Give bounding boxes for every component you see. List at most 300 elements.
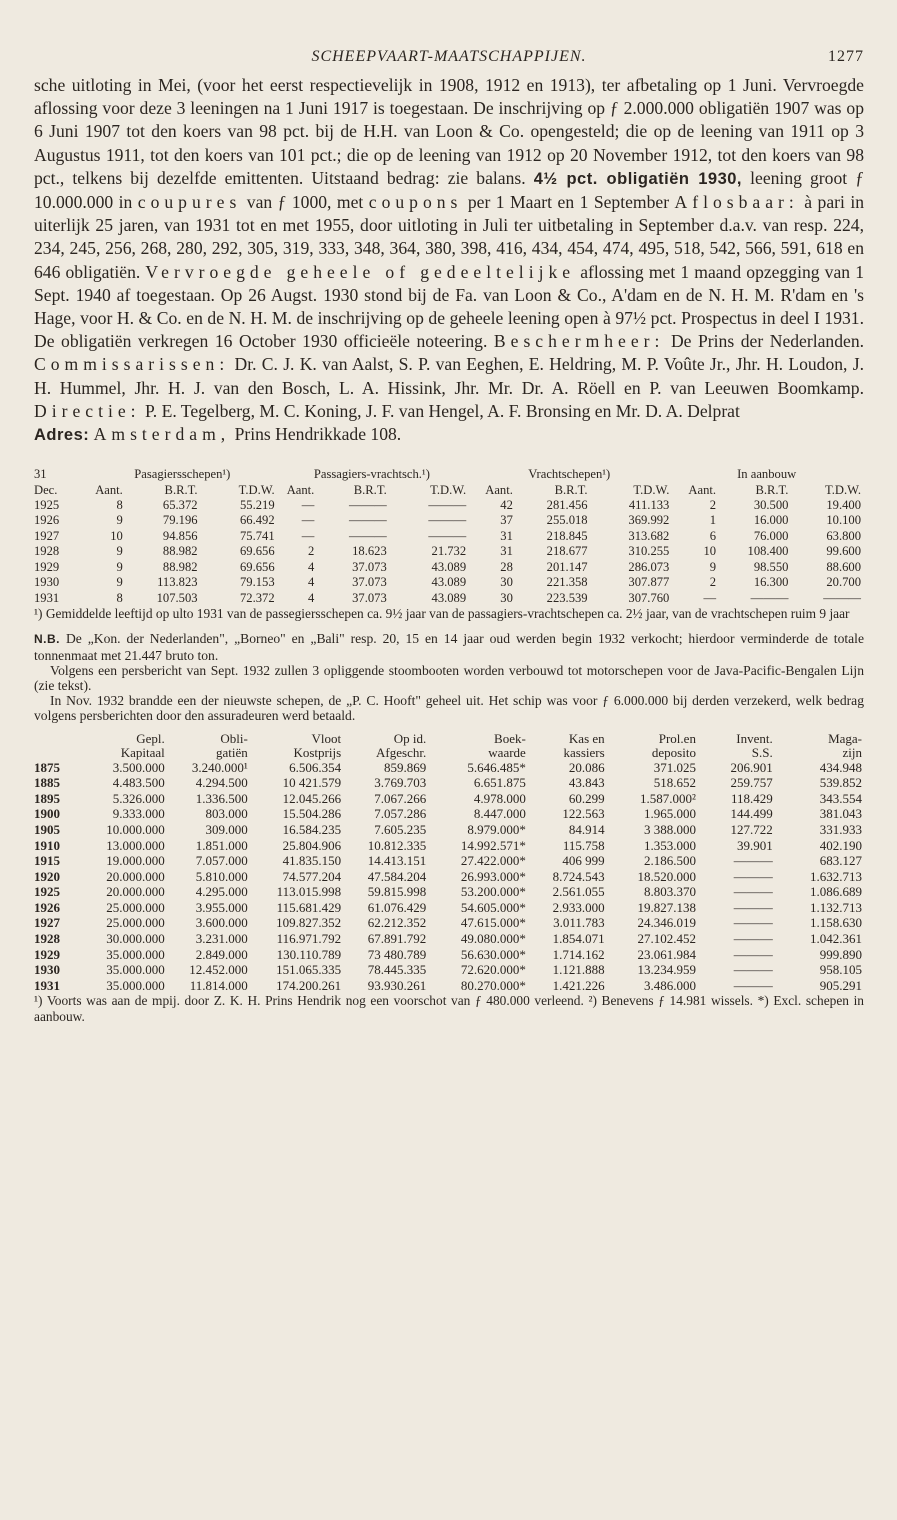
table-cell: 25.804.906 [282, 837, 342, 853]
table-cell: 35.000.000 [106, 977, 165, 993]
fleet-sub-header-cell: Aant. [95, 482, 123, 497]
table-cell: ——— [750, 590, 789, 605]
fleet-sub-header-cell: Aant. [286, 482, 315, 497]
table-cell: 3.769.703 [374, 775, 427, 791]
table-cell: 5.646.485* [467, 759, 526, 775]
table-cell: 27.422.000* [460, 853, 526, 869]
table-cell: 10 421.579 [282, 775, 342, 791]
table-cell: 2.849.000 [195, 946, 248, 962]
nb-para-3: In Nov. 1932 brandde een der nieuwste schepen, de „P. C. Hooft" geheel uit. Het schip was voor ƒ 6.000.000 bij derden verzekerd, welk bedrag volgens persberichten door den assuradeuren werd betaald. [34, 693, 864, 724]
table-cell: 8 [116, 498, 123, 513]
table-row [34, 822, 864, 838]
table-cell: 6 [709, 528, 717, 543]
table-cell: 113.823 [157, 575, 198, 590]
table-cell: 88.982 [162, 544, 198, 559]
table-cell: 21.732 [431, 544, 467, 559]
table-cell: 7.067.266 [374, 790, 427, 806]
table-cell: 2.186.500 [643, 853, 696, 869]
table-cell: 1.336.500 [195, 790, 248, 806]
table-row [34, 884, 864, 900]
fleet-table [34, 467, 864, 606]
table-cell: 18.520.000 [637, 868, 696, 884]
table-cell: 1926 [34, 513, 60, 528]
fleet-group-header-cell: Vrachtschepen¹) [528, 467, 611, 482]
table-cell: 9 [116, 575, 123, 590]
table-cell: 174.200.261 [276, 977, 342, 993]
table-cell: 3.600.000 [195, 915, 248, 931]
table-cell: 2.561.055 [552, 884, 605, 900]
table-cell: 281.456 [546, 498, 588, 513]
table-cell: 115.681.429 [276, 899, 342, 915]
table-cell: 6.506.354 [289, 759, 342, 775]
finance-header-bottom [34, 746, 864, 760]
table-cell: 10.000.000 [106, 821, 165, 837]
table-cell: 6.651.875 [473, 775, 526, 791]
text-leening: leening groot ƒ 10.000.000 in [34, 167, 865, 213]
table-cell: 259.757 [730, 775, 773, 791]
table-cell: 411.133 [628, 498, 670, 513]
finance-header-cell: Boek- [494, 730, 526, 746]
table-cell: 47.584.204 [367, 868, 427, 884]
nb-label: N.B. [34, 632, 60, 647]
table-cell: 7.057.000 [195, 853, 248, 869]
fleet-group-header-cell: Passagiers-vrachtsch.¹) [313, 467, 430, 482]
finance-header-cell: S.S. [751, 744, 773, 760]
table-cell: 107.503 [156, 590, 198, 605]
table-cell: ——— [733, 899, 773, 915]
table-cell: 9 [116, 513, 123, 528]
table-cell: 309.000 [205, 821, 248, 837]
table-cell: 30 [500, 590, 513, 605]
table-cell: 19.400 [826, 498, 861, 513]
label-directie: Directie: [34, 400, 141, 421]
table-row [34, 775, 864, 791]
finance-header-cell: gatiën [216, 744, 248, 760]
text-coupons-prefix: van ƒ 1000, met [246, 192, 364, 213]
table-cell: 1928 [34, 931, 60, 947]
label-commissarissen: Commissarissen: [34, 354, 230, 375]
table-cell: 1.632.713 [810, 868, 862, 884]
table-cell: 88.600 [826, 559, 861, 574]
table-cell: 12.452.000 [189, 962, 248, 978]
fleet-table-body [34, 498, 864, 606]
table-cell: 2.933.000 [552, 899, 605, 915]
table-cell: 5.810.000 [195, 868, 248, 884]
table-cell: 1.965.000 [643, 806, 696, 822]
table-cell: 47.615.000* [460, 915, 526, 931]
table-cell: 1927 [34, 915, 60, 931]
table-cell: 78.445.335 [367, 962, 427, 978]
table-cell: ——— [428, 498, 467, 513]
table-cell: 151.065.335 [276, 962, 342, 978]
table-cell: 18.623 [352, 544, 387, 559]
table-cell: 20.000.000 [106, 868, 165, 884]
fleet-sub-header-cell: T.D.W. [824, 482, 861, 497]
fleet-sub-header-cell: Aant. [485, 482, 513, 497]
table-cell: 116.971.792 [276, 931, 342, 947]
text-inschrijving: aflossing met 1 maand opzegging van 1 Sept. 1940 af toegestaan. Op 26 Augst. 1930 stond bij de Fa. van Loon & Co., A'dam en de N. H. M. R'dam en 's Hage, voor H. & Co. en de N. H. M. de inschrijving op de geheele leening open à 97½ pct. Prospectus in deel I 1931. De obligatiën verkregen 16 October 1930 officieële noteering. [34, 261, 864, 352]
label-beschermheer: Beschermheer: [493, 331, 665, 352]
table-cell: 31 [500, 544, 513, 559]
page [34, 48, 864, 1024]
table-cell: 27.102.452 [637, 931, 696, 947]
table-cell: 10 [110, 528, 123, 543]
table-cell: 76.000 [753, 528, 789, 543]
table-cell: ——— [733, 977, 773, 993]
table-cell: ——— [733, 884, 773, 900]
table-cell: 1930 [34, 962, 60, 978]
table-cell: 93.930.261 [367, 977, 427, 993]
nb-para-1 [34, 631, 864, 662]
table-cell: 1.158.630 [810, 915, 862, 931]
table-cell: 4 [308, 559, 315, 574]
finance-header-top [34, 732, 864, 746]
table-cell: 113.015.998 [276, 884, 342, 900]
text-beschermheer: De Prins der Nederlanden. [670, 331, 865, 352]
table-cell: 56.630.000* [460, 946, 526, 962]
table-cell: 99.600 [826, 544, 861, 559]
table-cell: ——— [348, 498, 387, 513]
table-row [34, 529, 864, 544]
table-cell: 14.992.571* [460, 837, 526, 853]
fleet-sub-header [34, 483, 864, 498]
table-row [34, 544, 864, 559]
para-loting: sche uitloting in Mei, (voor het eerst respectievelijk in 1908, 1912 en 1913), ter afbetaling op 1 Juni. Vervroegde aflossing voor deze 3 leeningen na 1 Juni 1917 is toegestaan. De inschrijving op ƒ 2.000.000 obligatiën 1907 was op 6 Juni 1907 tot den koers van 98 pct. bij de H.H. van Loon & Co. opengesteld; die op de leening van 1911 op 3 Augustus 1911, tot den koers van 101 pct.; die op de leening van 1912 op 20 November 1912, tot den koers van 98 pct., telkens bij dezelfde emittenten. Uitstaand bedrag: zie balans. [34, 75, 864, 188]
finance-header-cell: deposito [651, 744, 696, 760]
table-cell: 65.372 [162, 498, 198, 513]
table-cell: 1931 [34, 977, 60, 993]
table-cell: 1905 [34, 821, 60, 837]
table-cell: 26.993.000* [460, 868, 526, 884]
table-cell: 72.372 [240, 590, 275, 605]
table-cell: 49.080.000* [460, 931, 526, 947]
table-cell: 539.852 [819, 775, 862, 791]
fleet-group-header-cell: In aanbouw [737, 467, 797, 482]
table-cell: 3 388.000 [643, 821, 696, 837]
table-cell: 41.835.150 [282, 853, 342, 869]
table-cell: 307.877 [628, 575, 670, 590]
table-cell: 1925 [34, 884, 60, 900]
table-cell: 223.539 [546, 590, 588, 605]
table-cell: 1885 [34, 775, 60, 791]
table-cell: 10 [703, 544, 717, 559]
table-cell: 69.656 [240, 559, 275, 574]
table-row [34, 947, 864, 963]
table-cell: 8.979.000* [467, 821, 526, 837]
table-cell: 24.346.019 [637, 915, 696, 931]
table-cell: 3.955.000 [195, 899, 248, 915]
table-cell: 13.234.959 [637, 962, 696, 978]
table-cell: 53.200.000* [460, 884, 526, 900]
table-cell: 9 [116, 544, 123, 559]
table-cell: 381.043 [819, 806, 862, 822]
table-cell: 1926 [34, 899, 60, 915]
table-cell: 255.018 [546, 513, 588, 528]
text-aflossing: à pari in uiterlijk 25 jaren, van 1931 tot en met 1955, door uitloting in Juli ter uitbetaling in September d.a.v. van resp. 224, 234, 245, 256, 268, 280, 292, 305, 319, 333, 348, 364, 380, 398, 416, 434, 454, 474, 495, 518, 542, 566, 591, 618 en 646 obligatiën. [34, 192, 865, 282]
fleet-sub-header-cell: B.R.T. [353, 482, 387, 497]
table-cell: 43.089 [431, 559, 467, 574]
table-cell: ——— [733, 931, 773, 947]
table-cell: 218.845 [546, 528, 588, 543]
table-cell: 313.682 [628, 528, 670, 543]
table-row [34, 853, 864, 869]
table-cell: 1925 [34, 498, 60, 513]
table-cell: 4 [308, 590, 315, 605]
table-cell: 14.413.151 [367, 853, 427, 869]
table-cell: 79.196 [162, 513, 198, 528]
table-row [34, 760, 864, 776]
table-cell: 20.086 [568, 759, 605, 775]
label-vervroegde: Vervroegde geheele of gedeeltelijke [145, 261, 576, 282]
table-cell: 1.086.689 [810, 884, 862, 900]
table-cell: 67.891.792 [367, 931, 427, 947]
table-cell: 4.295.000 [195, 884, 248, 900]
table-cell: 1 [709, 513, 717, 528]
fleet-sub-header-cell: T.D.W. [238, 482, 275, 497]
table-cell: 518.652 [653, 775, 696, 791]
table-cell: 859.869 [383, 759, 427, 775]
table-cell: — [301, 528, 315, 543]
finance-header-cell: Maga- [828, 730, 862, 746]
table-cell: 5.326.000 [112, 790, 165, 806]
table-cell: 1915 [34, 853, 60, 869]
table-row [34, 560, 864, 575]
fleet-sub-header-cell: Dec. [34, 482, 58, 497]
table-cell: 369.992 [628, 513, 670, 528]
table-cell: 1931 [34, 590, 60, 605]
table-cell: ——— [823, 590, 861, 605]
table-cell: 9 [709, 559, 717, 574]
table-cell: 74.577.204 [282, 868, 342, 884]
text-directie: P. E. Tegelberg, M. C. Koning, J. F. van Hengel, A. F. Bronsing en Mr. D. A. Delprat [144, 400, 740, 421]
table-cell: 31 [500, 528, 513, 543]
finance-header-cell [34, 732, 82, 746]
table-cell: 35.000.000 [106, 946, 165, 962]
table-cell: 1895 [34, 790, 60, 806]
table-cell: ——— [428, 513, 467, 528]
table-cell: 118.429 [730, 790, 773, 806]
table-cell: ——— [428, 528, 467, 543]
table-cell: 307.760 [628, 590, 670, 605]
table-cell: 434.948 [819, 759, 862, 775]
table-cell: 3.500.000 [112, 759, 165, 775]
finance-header-cell: Obli- [220, 730, 248, 746]
table-cell: 16.000 [753, 513, 789, 528]
table-cell: 43.089 [431, 575, 467, 590]
table-row [34, 513, 864, 528]
text-commissarissen: Dr. C. J. K. van Aalst, S. P. van Eeghen, E. Heldring, M. P. Voûte Jr., Jhr. H. Loudon, J. H. Hummel, Jhr. H. J. van den Bosch, L. A. Hissink, Jhr. Mr. Dr. A. Röell en P. van Leeuwen Boomkamp. [34, 354, 864, 398]
finance-header-cell: Vloot [311, 730, 342, 746]
table-cell: 55.219 [240, 498, 275, 513]
table-cell: 2 [709, 498, 717, 513]
table-cell: 1.121.888 [552, 962, 605, 978]
table-cell: ——— [348, 513, 387, 528]
table-cell: ——— [733, 946, 773, 962]
table-cell: 4.294.500 [195, 775, 248, 791]
table-cell: 144.499 [730, 806, 773, 822]
table-cell: 958.105 [819, 962, 862, 978]
finance-header-cell: Prol.en [658, 730, 696, 746]
table-cell: 54.605.000* [460, 899, 526, 915]
table-cell: 1.353.000 [643, 837, 696, 853]
nb-text-1: De „Kon. der Nederlanden", „Borneo" en „Bali" resp. 20, 15 en 14 jaar oud werden begin 1932 verkocht; hierdoor verminderde de totale tonnenmaat met 21.447 bruto ton. [34, 631, 864, 663]
table-cell: 7.605.235 [374, 821, 427, 837]
table-cell: 11.814.000 [189, 977, 248, 993]
table-cell: 1929 [34, 559, 60, 574]
table-cell: 16.584.235 [282, 821, 342, 837]
table-cell: 127.722 [730, 821, 773, 837]
finance-header-cell: kassiers [563, 744, 605, 760]
table-row [34, 575, 864, 590]
table-cell: 88.982 [162, 559, 198, 574]
table-cell: 30.500 [753, 498, 789, 513]
table-cell: ——— [348, 528, 387, 543]
table-cell: 206.901 [730, 759, 773, 775]
label-adres: Adres: [34, 426, 90, 445]
finance-header-cell: Gepl. [136, 730, 165, 746]
table-row [34, 806, 864, 822]
nb-section [34, 631, 864, 723]
table-cell: 1.421.226 [552, 977, 605, 993]
table-cell: 122.563 [562, 806, 605, 822]
table-row [34, 915, 864, 931]
finance-header-cell: Kapitaal [120, 744, 165, 760]
table-cell: 1.587.000² [640, 790, 696, 806]
text-coupon-dates: per 1 Maart en 1 September [467, 192, 670, 213]
table-cell: 406 999 [562, 853, 605, 869]
table-cell: 1927 [34, 528, 60, 543]
table-cell: 8 [116, 590, 123, 605]
table-cell: 371.025 [653, 759, 696, 775]
table-cell: 3.231.000 [195, 931, 248, 947]
table-cell: 13.000.000 [106, 837, 165, 853]
table-cell: 43.843 [568, 775, 605, 791]
table-cell: 35.000.000 [106, 962, 165, 978]
table-cell: 84.914 [568, 821, 605, 837]
finance-header-cell: waarde [488, 744, 526, 760]
table-cell: 343.554 [819, 790, 862, 806]
table-cell: 130.110.789 [276, 946, 342, 962]
table-row [34, 962, 864, 978]
table-cell: 1.714.162 [552, 946, 605, 962]
table-cell: 66.492 [240, 513, 275, 528]
table-row [34, 931, 864, 947]
table-cell: 30 [500, 575, 513, 590]
table-cell: 4.483.500 [112, 775, 165, 791]
table-cell: 62.212.352 [367, 915, 427, 931]
table-cell: 310.255 [628, 544, 670, 559]
table-cell: 2 [709, 575, 717, 590]
table-cell: — [703, 590, 717, 605]
table-cell: 402.190 [819, 837, 862, 853]
table-cell: 61.076.429 [367, 899, 427, 915]
table-cell: 683.127 [819, 853, 862, 869]
table-cell: 16.300 [753, 575, 789, 590]
table-cell: 3.011.783 [553, 915, 605, 931]
table-cell: 1929 [34, 946, 60, 962]
table-cell: 37 [500, 513, 513, 528]
finance-table-body [34, 760, 864, 994]
table-cell: 108.400 [747, 544, 789, 559]
fleet-sub-header-cell: T.D.W. [430, 482, 467, 497]
table-cell: 75.741 [240, 528, 275, 543]
table-cell: 1900 [34, 806, 60, 822]
table-cell: 30.000.000 [106, 931, 165, 947]
table-row [34, 838, 864, 854]
table-cell: 60.299 [568, 790, 605, 806]
finance-footnote: ¹) Voorts was aan de mpij. door Z. K. H. Prins Hendrik nog een voorschot van ƒ 480.000 verleend. ²) Benevens ƒ 14.981 wissels. *) Excl. schepen in aanbouw. [34, 993, 864, 1024]
running-header [34, 48, 864, 74]
table-cell: 109.827.352 [276, 915, 342, 931]
finance-header-cell: Afgeschr. [376, 744, 427, 760]
table-cell: 201.147 [546, 559, 588, 574]
table-cell: 221.358 [546, 575, 588, 590]
table-cell: 37.073 [352, 590, 387, 605]
fleet-group-header [34, 467, 864, 482]
table-cell: 1.042.361 [810, 931, 862, 947]
table-cell: ——— [733, 962, 773, 978]
table-cell: 37.073 [352, 559, 387, 574]
table-cell: 69.656 [240, 544, 275, 559]
fleet-group-header-cell: 31 [34, 467, 47, 482]
table-cell: 72.620.000* [460, 962, 526, 978]
text-coupures: coupures [137, 192, 242, 213]
fleet-sub-header-cell: B.R.T. [554, 482, 588, 497]
table-cell: 286.073 [628, 559, 670, 574]
table-cell: 115.758 [562, 837, 605, 853]
table-cell: 803.000 [205, 806, 248, 822]
fleet-sub-header-cell: B.R.T. [164, 482, 198, 497]
obligatien-heading: 4½ pct. obligatiën 1930, [533, 169, 743, 188]
table-cell: 20.000.000 [106, 884, 165, 900]
table-cell: 7.057.286 [374, 806, 427, 822]
table-cell: 73 480.789 [367, 946, 427, 962]
table-cell: 80.270.000* [460, 977, 526, 993]
table-cell: 3.486.000 [643, 977, 696, 993]
table-cell: 1920 [34, 868, 60, 884]
text-adres-street: Prins Hendrikkade 108. [234, 424, 402, 445]
finance-header-cell [34, 746, 82, 760]
table-cell: 999.890 [819, 946, 862, 962]
table-cell: 2 [308, 544, 315, 559]
table-cell: 905.291 [819, 977, 862, 993]
finance-header-cell: Kas en [568, 730, 605, 746]
table-cell: 42 [500, 498, 513, 513]
table-row [34, 869, 864, 885]
fleet-sub-header-cell: T.D.W. [633, 482, 670, 497]
table-row [34, 791, 864, 807]
fleet-sub-header-cell: B.R.T. [755, 482, 789, 497]
finance-header-cell: Invent. [736, 730, 773, 746]
table-cell: 10.812.335 [367, 837, 427, 853]
fleet-sub-header-cell: Aant. [688, 482, 717, 497]
table-cell: 9 [116, 559, 123, 574]
table-cell: ——— [733, 915, 773, 931]
table-cell: 1.132.713 [810, 899, 862, 915]
table-cell: 15.504.286 [282, 806, 342, 822]
table-cell: 20.700 [826, 575, 861, 590]
nb-para-2: Volgens een persbericht van Sept. 1932 zullen 3 opliggende stoombooten worden verbouwd tot motorschepen voor de Java-Pacific-Bengalen Lijn (zie tekst). [34, 662, 864, 693]
table-cell: 9.333.000 [112, 806, 165, 822]
table-cell: 25.000.000 [106, 915, 165, 931]
table-cell: 23.061.984 [637, 946, 696, 962]
table-row [34, 591, 864, 606]
table-cell: 8.803.370 [643, 884, 696, 900]
table-cell: 4 [308, 575, 315, 590]
table-row [34, 498, 864, 513]
table-cell: 59.815.998 [367, 884, 427, 900]
table-cell: 12.045.266 [282, 790, 342, 806]
